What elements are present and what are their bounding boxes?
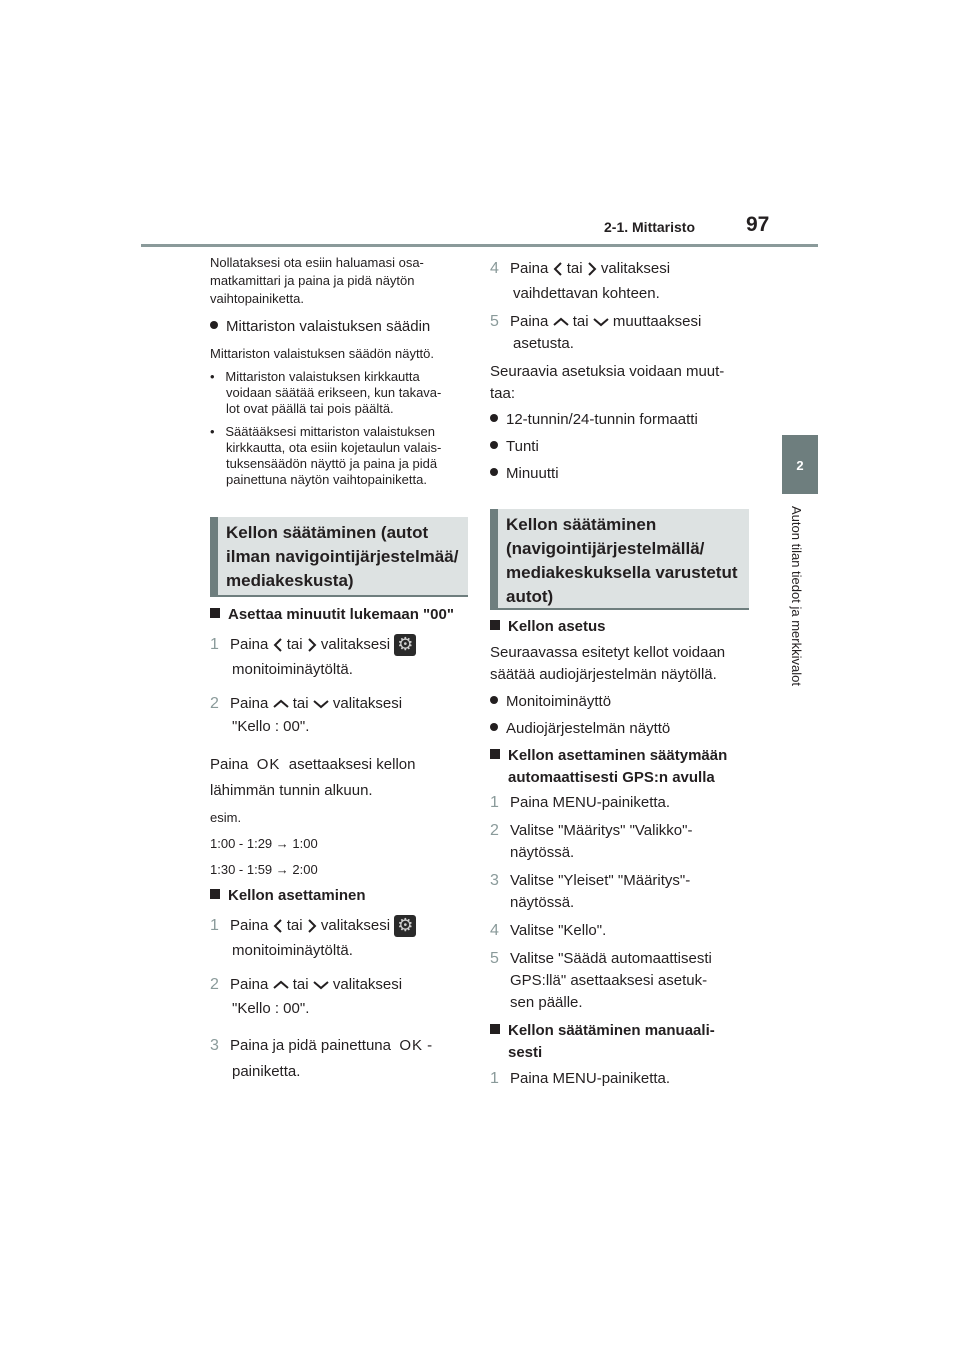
display-item: Monitoiminäyttö: [490, 692, 611, 712]
bullet-heading: [210, 317, 472, 337]
subheading-asetus: Kellon asetus: [490, 617, 606, 637]
follow-text: Seuraavia asetuksia voidaan muut- taa:: [490, 363, 725, 402]
subheading-minutes: Asettaa minuutit lukemaan "00": [210, 605, 472, 625]
step-2b: 2 Paina tai valitaksesi: [210, 974, 472, 996]
chevron-left-icon: [553, 262, 563, 276]
step-4: 4 Paina tai valitaksesi: [490, 258, 755, 280]
box-title-line: (navigointijärjestelmällä/: [506, 539, 705, 558]
step-1-cont: monitoiminäytöltä.: [232, 661, 353, 678]
box-title-line: Kellon säätäminen: [506, 515, 657, 534]
bullet-heading-text: Mittariston valaistuksen säädin: [226, 318, 431, 335]
chapter-number: 2: [796, 458, 804, 473]
example-line: 1:30 - 1:59 → 2:00: [210, 862, 318, 877]
step-5: 5 Paina tai muuttaaksesi: [490, 311, 755, 333]
box-title-line: ilman navigointijärjestelmää/: [226, 547, 459, 566]
bullet-dot: [490, 468, 498, 476]
bullet-dot: [490, 723, 498, 731]
bullet-dot: [490, 441, 498, 449]
step-2-cont: "Kello : 00".: [232, 718, 310, 735]
subbullet: • Mittariston valaistuksen kirkkautta voidaan säätää erikseen, kun takava- lot ovat päällä tai pois päältä.: [210, 369, 442, 416]
step-1b: 1 Paina tai valitaksesi ⚙: [210, 915, 472, 937]
section-box-right: [490, 509, 749, 610]
step-number: 3: [210, 1037, 219, 1054]
ok-instruction-cont: lähimmän tunnin alkuun.: [210, 782, 373, 799]
intro-line: Nollataksesi ota esiin haluamasi osa-: [210, 255, 424, 270]
section-box-left: [210, 517, 468, 597]
chevron-down-icon: [313, 978, 329, 992]
step-2: 2 Paina tai valitaksesi: [210, 693, 472, 715]
box-title-line: Kellon säätäminen (autot: [226, 523, 429, 542]
step-number: 5: [490, 313, 499, 330]
subheading-gps: Kellon asettaminen säätymään automaattisesti GPS:n avulla: [490, 746, 755, 788]
chevron-right-icon: [307, 638, 317, 652]
gps-step: 2 Valitse "Määritys" "Valikko"-: [490, 822, 693, 839]
intro-line: vaihtopainiketta.: [210, 291, 304, 306]
ok-instruction: Paina OK asettaaksesi kellon: [210, 756, 416, 773]
chevron-up-icon: [273, 697, 289, 711]
gps-step: 4 Valitse "Kello".: [490, 922, 607, 939]
chevron-left-icon: [273, 638, 283, 652]
bullet-sub: Mittariston valaistuksen säädön näyttö.: [210, 346, 435, 361]
subbullet: • Säätääksesi mittariston valaistuksen kirkkautta, ota esiin kojetaulun valais- tuksensäädön näyttö ja paina ja pidä painettuna näytön vaihtopainiketta.: [210, 424, 442, 487]
gps-step: 3 Valitse "Yleiset" "Määritys"-: [490, 872, 691, 889]
square-bullet: [490, 620, 500, 630]
chevron-up-icon: [273, 978, 289, 992]
intro-line: matkamittari ja paina ja pidä näytön: [210, 273, 415, 288]
gps-step-list: 1 Paina MENU-painiketta. 2 Valitse "Määritys" "Valikko"- näytössä. 3 Valitse "Yleiset" "Määritys"- näytössä. 4 Valitse "Kello". 5 Valitse "Säädä automaattisesti GPS:llä" asettaaksesi asetuk- sen päälle.: [490, 792, 755, 1014]
box-title-line: mediakeskuksella varustetut: [506, 563, 738, 582]
step-1: 1 Paina tai valitaksesi ⚙: [210, 634, 472, 656]
chapter-title: Auton tilan tiedot ja merkkivalot: [789, 506, 804, 686]
asetus-text: Seuraavassa esitetyt kellot voidaan säätää audiojärjestelmän näytöllä.: [490, 644, 726, 683]
box-title-line: mediakeskusta): [226, 571, 354, 590]
bullet-dot: [490, 696, 498, 704]
chevron-up-icon: [553, 315, 569, 329]
box-title-line: autot): [506, 587, 554, 606]
chevron-down-icon: [593, 315, 609, 329]
option-item: Minuutti: [490, 464, 559, 484]
chevron-left-icon: [273, 919, 283, 933]
example-label: esim.: [210, 810, 242, 825]
section-title: 2-1. Mittaristo: [604, 219, 696, 235]
step-number: 4: [490, 260, 499, 277]
option-item: 12-tunnin/24-tunnin formaatti: [490, 410, 698, 430]
subheading-set: Kellon asettaminen: [210, 886, 472, 906]
chevron-down-icon: [313, 697, 329, 711]
bullet-dot: [490, 414, 498, 422]
square-bullet: [210, 889, 220, 899]
page-number: 97: [746, 213, 770, 236]
example-line: 1:00 - 1:29 → 1:00: [210, 836, 318, 851]
step-number: 2: [210, 976, 219, 993]
chevron-right-icon: [587, 262, 597, 276]
bullet-dot: [210, 321, 218, 329]
gps-step: 1 Paina MENU-painiketta.: [490, 794, 671, 811]
step-number: 1: [490, 1070, 499, 1087]
display-item: Audiojärjestelmän näyttö: [490, 719, 670, 739]
step-number: 1: [210, 636, 219, 653]
chevron-right-icon: [307, 919, 317, 933]
settings-icon: [394, 915, 416, 937]
step-5-cont: asetusta.: [513, 335, 574, 352]
option-item: Tunti: [490, 437, 539, 457]
manual-step: 1 Paina MENU-painiketta.: [490, 1068, 670, 1090]
settings-icon: [394, 634, 416, 656]
ok-key: OK: [256, 756, 281, 773]
square-bullet: [490, 1024, 500, 1034]
ok-key: OK: [399, 1037, 423, 1054]
step-1b-cont: monitoiminäytöltä.: [232, 942, 353, 959]
left-intro: [210, 254, 472, 308]
gps-step: 5 Valitse "Säädä automaattisesti: [490, 950, 712, 967]
subheading-manual: Kellon säätäminen manuaali- sesti: [490, 1021, 755, 1063]
step-3b-cont: painiketta.: [232, 1063, 301, 1080]
square-bullet: [490, 749, 500, 759]
step-3b: 3 Paina ja pidä painettuna OK -: [210, 1035, 472, 1057]
step-number: 2: [210, 695, 219, 712]
step-4-cont: vaihdettavan kohteen.: [513, 285, 660, 302]
subbullet-list: [210, 369, 468, 488]
square-bullet: [210, 608, 220, 618]
step-2b-cont: "Kello : 00".: [232, 1000, 310, 1017]
step-number: 1: [210, 917, 219, 934]
header-rule: [141, 244, 818, 247]
